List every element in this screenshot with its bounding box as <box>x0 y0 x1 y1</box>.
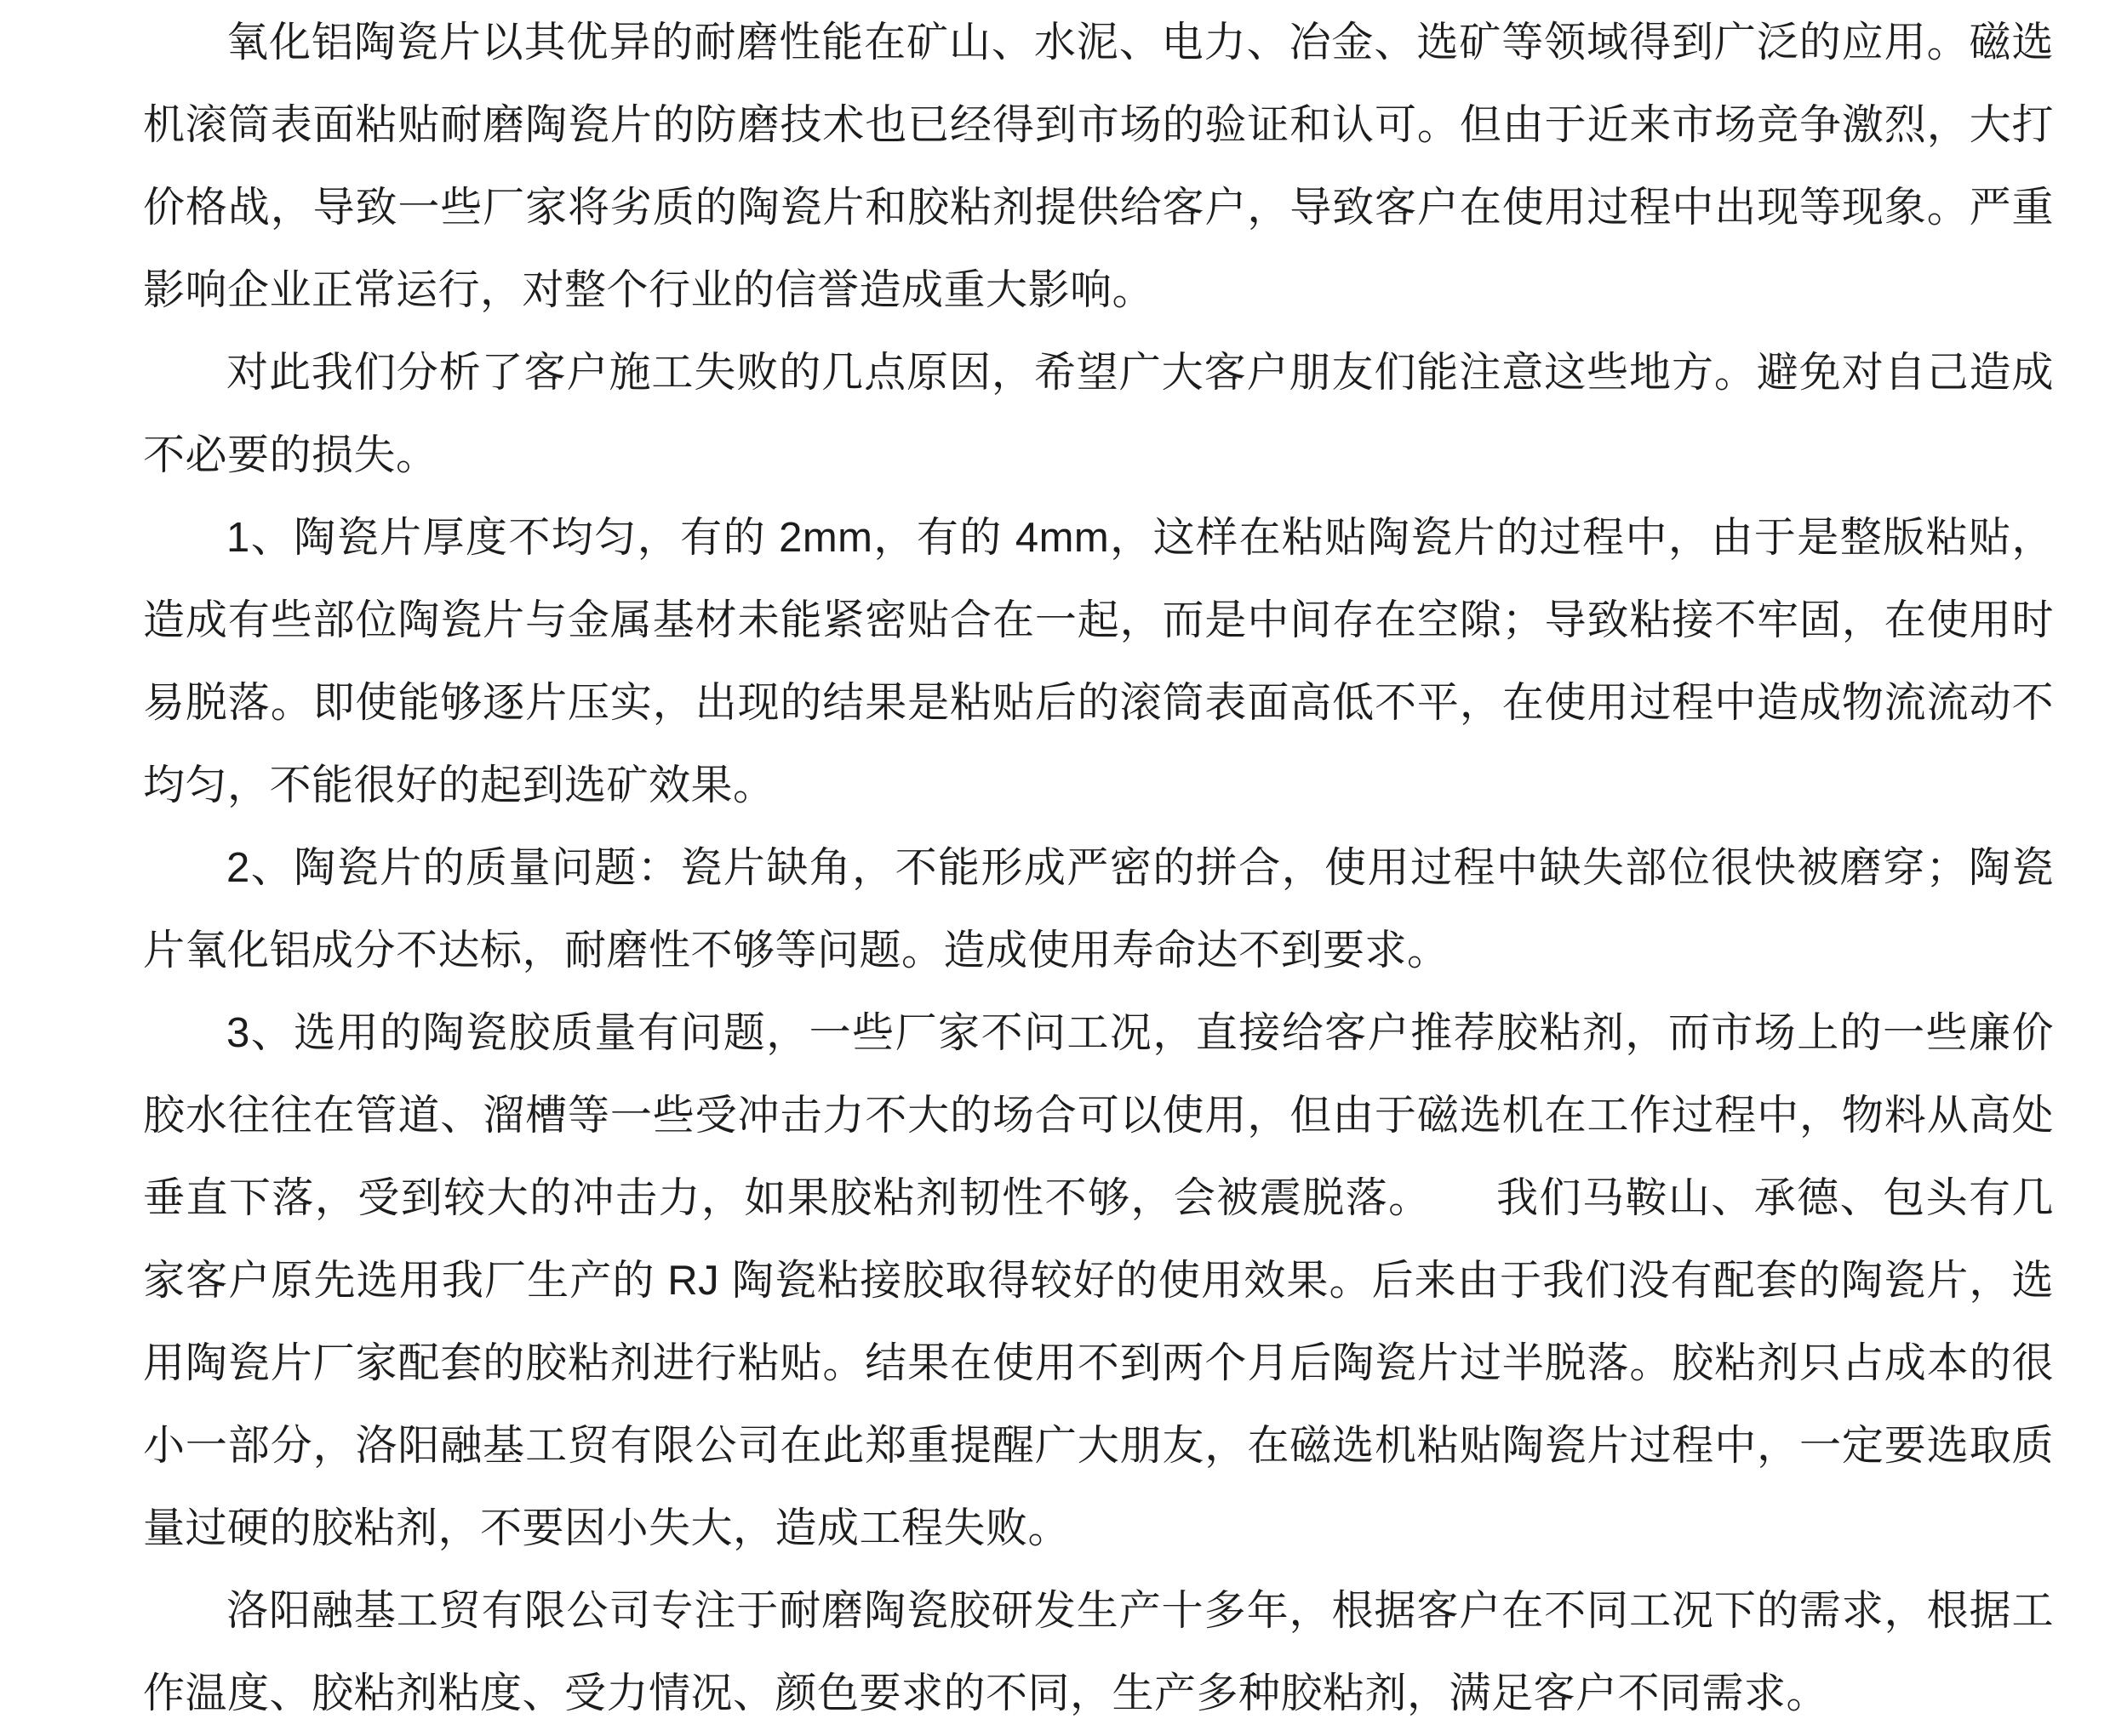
company-paragraph: 洛阳融基工贸有限公司专注于耐磨陶瓷胶研发生产十多年，根据客户在不同工况下的需求，根据工作温度、胶粘剂粘度、受力情况、颜色要求的不同，生产多种胶粘剂，满足客户不同需求。 <box>143 1588 2054 1716</box>
reason-3-paragraph: 3、选用的陶瓷胶质量有问题，一些厂家不问工况，直接给客户推荐胶粘剂，而市场上的一些廉价胶水往往在管道、溜槽等一些受冲击力不大的场合可以使用，但由于磁选机在工作过程中，物料从高处垂直下落，受到较大的冲击力，如果胶粘剂韧性不够，会被震脱落。 我们马鞍山、承德、包头有几家客户原先选用我厂生产的 RJ 陶瓷粘接胶取得较好的使用效果。后来由于我们没有配套的陶瓷片，选用陶瓷片厂家配套的胶粘剂进行粘贴。结果在使用不到两个月后陶瓷片过半脱落。胶粘剂只占成本的很小一部分，洛阳融基工贸有限公司在此郑重提醒广大朋友，在磁选机粘贴陶瓷片过程中，一定要选取质量过硬的胶粘剂，不要因小失大，造成工程失败。 <box>143 1010 2054 1551</box>
reason-2-paragraph: 2、陶瓷片的质量问题：瓷片缺角，不能形成严密的拼合，使用过程中缺失部位很快被磨穿；陶瓷片氧化铝成分不达标，耐磨性不够等问题。造成使用寿命达不到要求。 <box>143 845 2054 974</box>
reason-1-paragraph: 1、陶瓷片厚度不均匀，有的 2mm，有的 4mm，这样在粘贴陶瓷片的过程中，由于是整版粘贴，造成有些部位陶瓷片与金属基材未能紧密贴合在一起，而是中间存在空隙；导致粘接不牢固，在使用时易脱落。即使能够逐片压实，出现的结果是粘贴后的滚筒表面高低不平，在使用过程中造成物流流动不均匀，不能很好的起到选矿效果。 <box>143 515 2054 808</box>
analysis-paragraph: 对此我们分析了客户施工失败的几点原因，希望广大客户朋友们能注意这些地方。避免对自己造成不必要的损失。 <box>143 350 2054 478</box>
intro-paragraph: 氧化铝陶瓷片以其优异的耐磨性能在矿山、水泥、电力、冶金、选矿等领域得到广泛的应用。磁选机滚筒表面粘贴耐磨陶瓷片的防磨技术也已经得到市场的验证和认可。但由于近来市场竞争激烈，大打价格战，导致一些厂家将劣质的陶瓷片和胶粘剂提供给客户，导致客户在使用过程中出现等现象。严重影响企业正常运行，对整个行业的信誉造成重大影响。 <box>143 20 2054 313</box>
